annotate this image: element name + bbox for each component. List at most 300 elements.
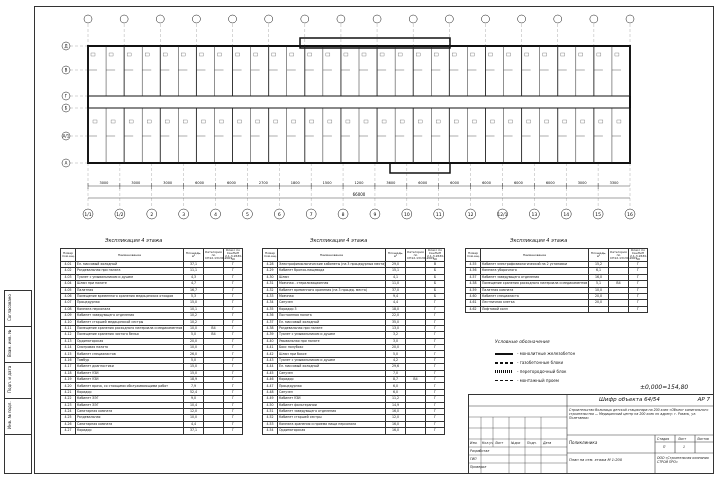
table-cell: Г [224, 293, 243, 299]
table-cell: 20,0 [589, 300, 609, 306]
axis-bubble [84, 15, 92, 23]
legend-item: - перегородочный блок [517, 369, 567, 374]
fixture [310, 120, 314, 123]
table-cell: Комната персонала [76, 306, 184, 312]
table-cell: 15,0 [184, 364, 204, 370]
axis-bubble [481, 15, 489, 23]
table-cell: 3,0 [386, 338, 406, 344]
table-cell: 18,0 [386, 306, 406, 312]
table-cell: Палатная [76, 287, 184, 293]
table-cell: Помещение хранения расходного материала и медикаментов [77, 326, 183, 330]
table-cell: 4,3 [184, 274, 204, 280]
table-header-row [263, 249, 445, 262]
table-cell: Ел. массовый холодный [76, 262, 184, 268]
table-cell: Кабинет фальтерапии [278, 402, 386, 408]
table-cell: Г [224, 332, 243, 338]
table-cell: 4.38 [263, 325, 278, 331]
table-cell: 4.17 [61, 364, 76, 370]
table-header-row [61, 249, 243, 262]
axis-label: 7 [309, 213, 313, 218]
project-code: Шифр объекта 64/54 [599, 397, 660, 403]
organization: ООО «Строительная компания СТРОЙ ПРО» [657, 456, 709, 464]
column-header: Категория по СП12.13130.2009 [610, 249, 638, 260]
table-cell: Ординаторская [76, 338, 184, 344]
table-cell: Смотровая палата [76, 345, 184, 351]
table-cell: Г [426, 428, 445, 434]
axis-label: 9 [373, 213, 377, 218]
table-cell: Г [426, 389, 445, 395]
table-cell: Кабинет специалистов [76, 351, 184, 357]
col-header: Кол.уч [482, 441, 494, 445]
table-cell: 4.04 [61, 281, 76, 287]
axis-label: 5 [245, 213, 249, 218]
table-cell: Комната уборочного [481, 268, 589, 274]
table-cell: 4.34 [263, 300, 278, 306]
dimension-value: 6000 [227, 181, 236, 185]
fixture [256, 120, 260, 123]
fixture [545, 120, 549, 123]
table-cell: 4.40 [263, 338, 278, 344]
table-1-title: Экспликация 4 этажа [105, 238, 163, 244]
legend-swatch-partition [495, 370, 513, 373]
fixture [127, 53, 131, 56]
table-cell: 15,2 [589, 262, 609, 268]
table-cell [589, 306, 609, 312]
table-cell: Постоянная палата [278, 313, 386, 319]
table-header-row [466, 249, 648, 262]
table-cell: 6,0 [386, 383, 406, 389]
column-header: Площадь, м² [184, 249, 204, 262]
table-cell: 4.12 [61, 332, 76, 338]
table-cell: Коридор [76, 389, 184, 395]
table-cell: Г [224, 357, 243, 363]
table-cell: Санузел [278, 389, 386, 395]
table-cell: Г [426, 421, 445, 427]
table-cell: Г [224, 428, 243, 434]
table-cell: Процедурная [76, 300, 184, 306]
table-cell: 4.21 [61, 389, 76, 395]
elevation-mark: ±0,000=154,80 [640, 384, 689, 391]
table-cell: 4.05 [61, 287, 76, 293]
table-cell: 4.35 [263, 306, 278, 312]
fixture [308, 53, 312, 56]
table-cell: Г [426, 319, 445, 325]
table-cell: 12,0 [386, 415, 406, 421]
table-cell: 26,0 [184, 351, 204, 357]
table-cell: 4.06 [61, 293, 76, 299]
table-cell: 9,0 [184, 396, 204, 402]
table-cell [609, 306, 629, 312]
table-row [263, 428, 445, 434]
col-header: Изм. [470, 441, 478, 445]
room-partitions [88, 46, 630, 163]
table-cell: Г [224, 300, 243, 306]
fixture [380, 53, 384, 56]
fixture [165, 120, 169, 123]
fixture [615, 53, 619, 56]
fixture [362, 53, 366, 56]
table-cell: 10,4 [184, 402, 204, 408]
table-cell: Санузел [278, 370, 386, 376]
table-cell: Г [224, 421, 243, 427]
table-cell: Г [426, 383, 445, 389]
table-cell: 4.52 [263, 415, 278, 421]
axis-label: 12/1 [497, 213, 508, 218]
fixture [509, 120, 513, 123]
table-cell: В [426, 262, 445, 268]
fixture [145, 53, 149, 56]
stage-header: Листов [697, 437, 709, 441]
legend-title: Условные обозначения [495, 340, 550, 345]
column-header: Класс по СанПиН 2.1.3.2630-10 [630, 248, 648, 261]
table-cell: Г [224, 313, 243, 319]
table-cell: Б [426, 293, 445, 299]
table-cell: 37,1 [184, 262, 204, 268]
fixture [525, 53, 529, 56]
stage-header: Стадия [657, 437, 670, 441]
table-cell: 22,0 [386, 313, 406, 319]
fixture [181, 53, 185, 56]
table-cell: 4.46 [263, 377, 278, 383]
table-cell: 8,7 [386, 377, 406, 383]
fixture [129, 120, 133, 123]
stage-label: Поликлиника [569, 440, 598, 445]
table-cell: 15,1 [386, 268, 406, 274]
table-cell: Коридор [76, 428, 184, 434]
column-header: Категория по СП12.13130.2009 [407, 249, 435, 260]
axis-label: 13 [531, 213, 538, 218]
axis-bubble [445, 15, 453, 23]
table-cell: Санитарная комната [76, 408, 184, 414]
table-cell: Ел. массовый холодный [278, 319, 386, 325]
floor-plan [60, 8, 660, 226]
table-cell: Г [426, 396, 445, 402]
axis-label: 2 [150, 213, 154, 218]
axis-label: 10 [403, 213, 410, 218]
table-cell: 10,1 [184, 306, 204, 312]
table-cell: 10,2 [184, 313, 204, 319]
table-cell: Кабинет диагностики [76, 364, 184, 370]
table-cell: В4 [204, 332, 224, 338]
explication-table-1 [60, 248, 242, 435]
table-cell: 10,0 [184, 345, 204, 351]
axis-bubble [120, 15, 128, 23]
table-cell: Г [426, 377, 445, 383]
table-cell: 35,0 [386, 319, 406, 325]
table-cell: Б [426, 281, 445, 287]
table-cell: 4.09 [61, 313, 76, 319]
fixture [597, 53, 601, 56]
legend-item: - монтажный проем [517, 378, 559, 383]
table-cell: 4.32 [263, 287, 278, 293]
table-cell: Коридор [278, 377, 386, 383]
table-cell: Лестничная клетка [481, 300, 589, 306]
table-cell: Г [224, 402, 243, 408]
fixture [111, 120, 115, 123]
dimension-value: 3000 [163, 181, 173, 185]
table-cell: 29,6 [386, 364, 406, 370]
stage-value: 1 [683, 445, 686, 449]
table-cell: Г [224, 377, 243, 383]
table-cell: Г [629, 306, 648, 312]
bottom-dimension-chain [88, 181, 630, 198]
table-cell [406, 428, 426, 434]
bottom-axis-markers [83, 163, 635, 219]
table-cell: 4.50 [263, 402, 278, 408]
axis-label: 14 [563, 213, 570, 218]
table-cell: 11,1 [184, 268, 204, 274]
table-cell: Туалет с умывальником и душем [278, 357, 386, 363]
column-header: Наименование [278, 249, 386, 262]
axis-bubble [337, 15, 345, 23]
table-cell: Г [426, 402, 445, 408]
table-cell: Г [426, 415, 445, 421]
table-cell: 5,0 [184, 357, 204, 363]
legend [495, 340, 615, 387]
table-cell: 4.48 [263, 389, 278, 395]
dimension-value: 6000 [545, 181, 555, 185]
table-cell: 4,7 [184, 281, 204, 287]
table-cell: 4.25 [61, 415, 76, 421]
fixture [434, 53, 438, 56]
fixture [452, 53, 456, 56]
signer-role: Разработал [470, 449, 490, 453]
dimension-value: 3600 [386, 181, 396, 185]
table-cell: 4.45 [263, 370, 278, 376]
table-cell: 4.27 [61, 428, 76, 434]
table-cell: Г [426, 370, 445, 376]
dimension-value: 1800 [290, 181, 300, 185]
axis-label: В [64, 67, 68, 73]
table-cell: Г [426, 345, 445, 351]
table-cell: 18,9 [184, 377, 204, 383]
table-cell: Коридор 3 [278, 306, 386, 312]
table-cell: 4.49 [263, 396, 278, 402]
table-cell: Б [426, 268, 445, 274]
dimension-value: 3000 [577, 181, 587, 185]
table-cell: 4.60 [466, 293, 481, 299]
axis-bubble [373, 15, 381, 23]
axis-label: 12 [467, 213, 474, 218]
fixture [344, 53, 348, 56]
axis-label: Б [64, 105, 68, 111]
table-cell: 4.29 [263, 268, 278, 274]
table-cell: 16,0 [386, 408, 406, 414]
table-row [466, 306, 648, 312]
dimension-value: 2700 [258, 181, 268, 185]
legend-item: - газобетонные блоки [517, 360, 564, 365]
axis-bubble [265, 15, 273, 23]
table-cell: Г [426, 332, 445, 338]
axis-label: 8 [341, 213, 345, 218]
table-cell: Кабинет ЭЭГ [76, 402, 184, 408]
fixture [272, 53, 276, 56]
table-cell: 4.42 [263, 351, 278, 357]
table-cell: 4.20 [61, 383, 76, 389]
table-cell: 16,0 [386, 421, 406, 427]
table-cell: 5,3 [184, 293, 204, 299]
table-cell: Кабинет ЭЭГ [76, 396, 184, 402]
col-header: Лист [495, 441, 504, 445]
fixture [563, 120, 567, 123]
dimension-value: 6000 [418, 181, 428, 185]
table-cell: Тамбур [76, 357, 184, 363]
table-cell: Г [629, 268, 648, 274]
table-cell: Г [224, 281, 243, 287]
table-cell: 5,0 [184, 332, 204, 338]
table-cell: Раздевальная при палате [278, 325, 386, 331]
table-cell: 4,1 [386, 274, 406, 280]
table-cell: 6,0 [386, 389, 406, 395]
column-header: Площадь, м² [589, 249, 609, 262]
table-cell: Г [224, 415, 243, 421]
table-cell: 4.18 [61, 370, 76, 376]
table-cell: 15,0 [184, 300, 204, 306]
table-cell: Ел. массовый холодный [278, 364, 386, 370]
table-cell: Кабинет УЗИ [278, 396, 386, 402]
table-cell: 5,1 [589, 281, 609, 287]
explication-table-2 [262, 248, 444, 435]
axis-bubble [192, 15, 200, 23]
fixture [470, 53, 474, 56]
fixture [472, 120, 476, 123]
legend-swatch-blocks [495, 362, 513, 364]
table-cell: Г [629, 287, 648, 293]
table-cell: Кабинет заведующего отделения [481, 274, 589, 280]
fixture [364, 120, 368, 123]
table-cell: Г [224, 325, 243, 331]
table-cell: Умывальная при палате [278, 338, 386, 344]
table-cell: Санузел [278, 300, 386, 306]
column-header: Номер пом.ещ. [263, 249, 278, 262]
fixture [109, 53, 113, 56]
col-header: Подп. [527, 441, 537, 445]
axis-bubble [301, 15, 309, 23]
table-cell: 11,0 [386, 281, 406, 287]
table-cell: Г [224, 408, 243, 414]
table-cell: Туалет с умывальником и душем [278, 332, 386, 338]
dimension-value: 6000 [195, 181, 205, 185]
table-cell: 4.37 [263, 319, 278, 325]
table-cell: 4.54 [263, 428, 278, 434]
sheet-code: АР 7 [697, 397, 710, 403]
fixture [543, 53, 547, 56]
dimension-value: 3000 [99, 181, 109, 185]
table-cell: Г [224, 345, 243, 351]
axis-bubble [229, 15, 237, 23]
table-cell: Кабинет бронхо-пищевода [278, 268, 386, 274]
table-cell: 4,4 [184, 421, 204, 427]
table-cell: 12,0 [184, 408, 204, 414]
axis-label: А [64, 160, 68, 166]
table-cell: Бокс полубокс [278, 345, 386, 351]
table-cell: 10,0 [184, 325, 204, 331]
stage-value: П [663, 445, 666, 449]
table-cell: Г [224, 319, 243, 325]
table-cell: 4.59 [466, 287, 481, 293]
table-cell: 7,9 [184, 383, 204, 389]
table-cell: Лифтовой холл [481, 306, 589, 312]
table-cell: Г [629, 281, 648, 287]
table-cell: 16,0 [589, 274, 609, 280]
table-cell: 4.51 [263, 408, 278, 414]
table-cell: Моечная - стерилизационная [278, 281, 386, 287]
dimension-value: 6000 [482, 181, 491, 185]
table-cell: 11,2 [386, 396, 406, 402]
table-cell: Помещение хранения чистого белья [76, 332, 184, 338]
axis-label: Г [64, 93, 68, 99]
table-cell: 4.15 [61, 351, 76, 357]
table-cell: 4.24 [61, 408, 76, 414]
table-cell: 4.07 [61, 300, 76, 306]
table-cell: 4.56 [466, 268, 481, 274]
fixture [236, 53, 240, 56]
table-cell: 4,2 [386, 357, 406, 363]
signer-role: ГИП [470, 457, 477, 461]
fixture [617, 120, 621, 123]
table-cell: Г [629, 262, 648, 268]
dimension-value: 1500 [322, 181, 332, 185]
fixture [436, 120, 440, 123]
table-cell: Г [224, 287, 243, 293]
table-cell: Кабинет временного хранения (на 3 процед. места) [278, 287, 386, 293]
fixture [599, 120, 603, 123]
fixture [292, 120, 296, 123]
column-header: Наименование [76, 249, 184, 262]
table-cell: 4.03 [61, 274, 76, 280]
table-cell: 10,0 [589, 287, 609, 293]
column-header: Номер пом.ещ. [61, 249, 76, 262]
axis-label: 1/2 [116, 213, 124, 218]
table-cell: 4.11 [61, 325, 76, 331]
axis-label: А/1 [62, 133, 70, 139]
table-cell: Г [426, 351, 445, 357]
table-cell: 20,0 [589, 293, 609, 299]
fixture [527, 120, 531, 123]
fixture [400, 120, 404, 123]
table-cell: Г [224, 262, 243, 268]
title-block [468, 394, 714, 474]
table-cell: Электрофизиологические кабинеты (на 3 процедурных места) [279, 262, 386, 267]
table-cell [204, 428, 224, 434]
table-cell: Г [224, 389, 243, 395]
table-cell: 4.61 [466, 300, 481, 306]
table-cell: В4 [204, 325, 224, 331]
fixture [183, 120, 187, 123]
fixture [507, 53, 511, 56]
table-cell: 4.43 [263, 357, 278, 363]
legend-item: - монолитные железобетон [517, 351, 576, 356]
table-cell: Кабинет врача, со стоящими обслуживающими работ [76, 383, 184, 389]
table-cell: Г [426, 325, 445, 331]
table-cell: 4.16 [61, 357, 76, 363]
axis-label: Д [64, 43, 68, 49]
axis-bubble [409, 15, 417, 23]
table-cell: Г [224, 383, 243, 389]
table-cell: 16,7 [184, 287, 204, 293]
table-cell: 37,1 [184, 428, 204, 434]
table-cell: Туалет с умывальником и душем [76, 274, 184, 280]
fixture [581, 120, 585, 123]
table-cell: 14,9 [386, 402, 406, 408]
fixture [579, 53, 583, 56]
table-cell: Комната хранения и приема пищи персонала [278, 421, 386, 427]
table-cell: 20,0 [386, 345, 406, 351]
table-cell: Помещение хранения расходного материала и медикаментов [482, 281, 588, 286]
dimension-value: 3000 [131, 181, 141, 185]
table-cell: Кабинет УЗИ [76, 377, 184, 383]
fixture [416, 53, 420, 56]
